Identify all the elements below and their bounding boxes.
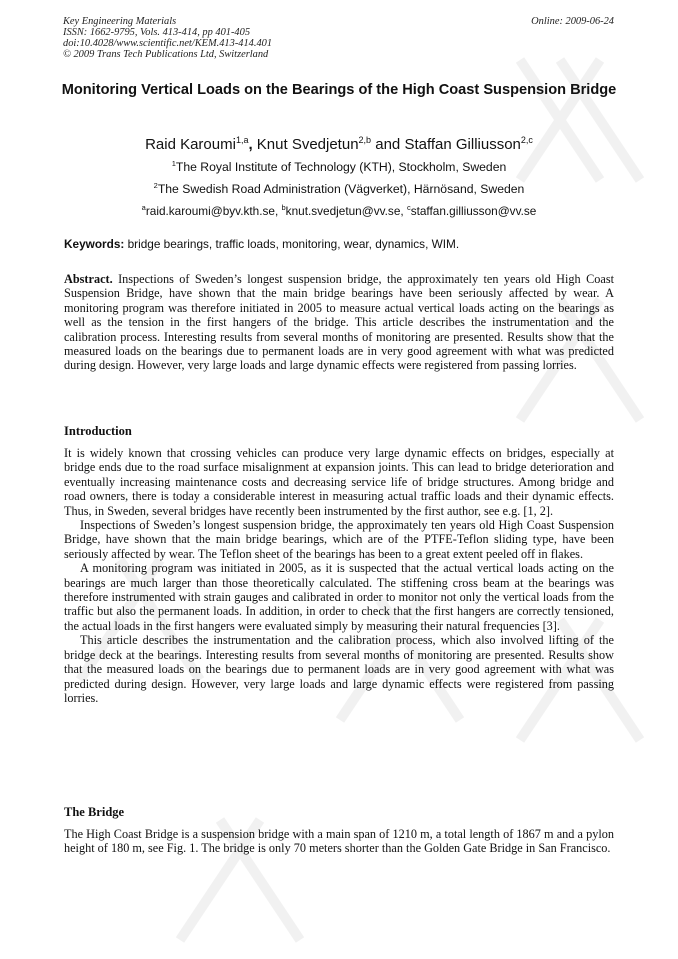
author-name: Knut Svedjetun (256, 136, 359, 153)
affiliation-text: The Swedish Road Administration (Vägverket), Härnösand, Sweden (157, 182, 525, 197)
keywords-label: Keywords: (64, 237, 125, 251)
author-superscript: 1,a (235, 135, 249, 145)
email-address: knut.svedjetun@vv.se, (285, 203, 407, 218)
author-name: Raid Karoumi (145, 136, 236, 153)
author-name: Staffan Gilliusson (404, 136, 521, 153)
online-date: Online: 2009-06-24 (531, 16, 614, 27)
email-superscript: a (141, 203, 146, 212)
section-heading-introduction: Introduction (64, 424, 132, 438)
section-heading-the-bridge: The Bridge (64, 805, 125, 819)
email-line (60, 201, 618, 218)
keywords (64, 237, 616, 251)
affiliation-text: The Royal Institute of Technology (KTH), Stockholm, Sweden (175, 160, 507, 175)
keywords-text: bridge bearings, traffic loads, monitoring, wear, dynamics, WIM. (124, 237, 460, 251)
paragraph: Inspections of Sweden’s longest suspension bridge, the approximately ten years old High Coast Suspension Bridge, have shown that the main bridge bearings, which are of the PTFE-Teflon sliding type, have been seriously affected by wear. The Teflon sheet of the bearings has been to a great extent peeled off in flakes. (64, 518, 614, 561)
author-superscript: 2,b (358, 135, 372, 145)
author-separator: and (371, 136, 405, 153)
paper-title: Monitoring Vertical Loads on the Bearings of the High Coast Suspension Bridge (61, 82, 617, 98)
paragraph: It is widely known that crossing vehicles can produce very large dynamic effects on bridges, especially at bridge ends due to the road surface misalignment at expansion joints. This can lead to bridge deterioration and eventually increasing maintenance costs and decreasing service life of bridge structures. Among bridge and road owners, there is today a considerable interest in measuring actual traffic loads and their dynamic effects. Thus, in Sweden, several bridges have recently been instrumented by the first author, see e.g. [1, 2]. (64, 446, 614, 518)
journal-name: Key Engineering Materials (63, 16, 177, 27)
email-superscript: c (406, 203, 411, 212)
issn-line: ISSN: 1662-9795, Vols. 413-414, pp 401-405 (63, 27, 251, 38)
paragraph: The High Coast Bridge is a suspension bridge with a main span of 1210 m, a total length of 1867 m and a pylon height of 180 m, see Fig. 1. The bridge is only 70 meters shorter than the Golden Gate Bridge in San Francisco. (64, 827, 614, 856)
paragraph: A monitoring program was initiated in 2005, as it is suspected that the actual vertical loads acting on the bearings are much larger than those theoretically calculated. The stiffening cross beam at the bearings was therefore instrumented with strain gauges and calibrated in order to monitor not only the vertical loads from the traffic but also the permanent loads. In addition, in order to check that the first hangers are correctly tensioned, the actual loads in the first hangers were evaluated simply by measuring their natural frequencies [3]. (64, 561, 614, 633)
affiliation-superscript: 2 (153, 181, 158, 190)
email-address: raid.karoumi@byv.kth.se, (145, 203, 282, 218)
abstract-label: Abstract. (64, 272, 113, 286)
affiliation (60, 179, 618, 196)
author-superscript: 2,c (520, 135, 533, 145)
affiliation-superscript: 1 (171, 159, 176, 168)
introduction-body (64, 446, 614, 705)
abstract (64, 272, 614, 373)
author-list (60, 131, 618, 154)
email-superscript: b (281, 203, 286, 212)
paragraph: This article describes the instrumentation and the calibration process, which also involved lifting of the bridge deck at the bearings. Interesting results from several months of monitoring are presented. Results show that the measured loads on the bearings due to permanent loads are in very good agreement with what was predicted during design. However, very large loads and large dynamic effects were registered from passing lorries. (64, 633, 614, 705)
affiliation (60, 157, 618, 174)
the-bridge-body (64, 827, 614, 856)
doi-line: doi:10.4028/www.scientific.net/KEM.413-414.401 (63, 38, 273, 49)
copyright-line: © 2009 Trans Tech Publications Ltd, Switzerland (63, 49, 269, 60)
journal-header (63, 16, 272, 60)
abstract-text: Inspections of Sweden’s longest suspension bridge, the approximately ten years old High Coast Suspension Bridge, have shown that the main bridge bearings have been seriously affected by wear. A monitoring program was therefore initiated in 2005 to measure actual vertical loads acting on the bearings as well as the tension in the first hangers of the bridge. This article describes the instrumentation and the calibration process. Interesting results from several months of monitoring are presented. Results show that the measured loads on the bearings due to permanent loads are in very good agreement with what was predicted during design. However, very large loads and large dynamic effects were registered from passing lorries. (64, 272, 614, 373)
author-separator: , (248, 136, 257, 153)
email-address: staffan.gilliusson@vv.se (410, 203, 537, 218)
